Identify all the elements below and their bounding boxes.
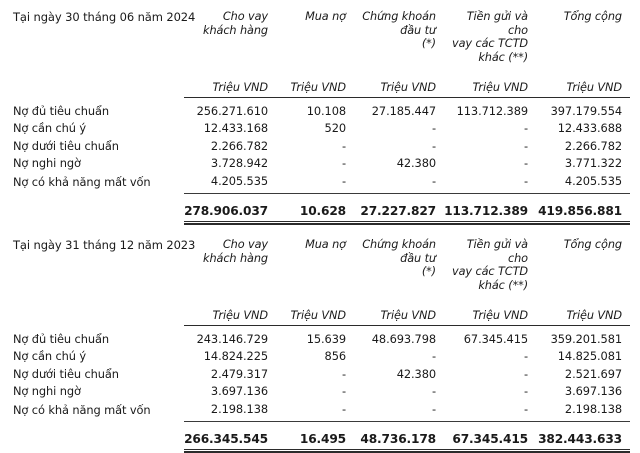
column-header-text: Cho vay khách hàng <box>203 238 268 265</box>
currency-unit-header-1 <box>184 304 276 326</box>
table-cell-value: - <box>341 384 346 399</box>
table-cell-value: 3.697.136 <box>210 384 268 399</box>
currency-unit-header-1 <box>184 76 276 98</box>
table-cell-value: 359.201.581 <box>550 332 622 347</box>
table-total-row <box>12 422 630 450</box>
table-cell-value: 48.693.798 <box>371 332 436 347</box>
table-cell-value: 2.266.782 <box>564 138 622 153</box>
table-row <box>12 366 630 383</box>
unit-row-spacer <box>12 304 184 326</box>
currency-unit-text: Triệu VND <box>444 81 536 98</box>
table-cell-value: 4.205.535 <box>536 173 630 194</box>
table-cell-value: 3.771.322 <box>564 156 622 171</box>
total-cell-value: 10.628 <box>276 194 354 222</box>
table-row <box>12 98 630 120</box>
table-cell-value: 2.479.317 <box>210 366 268 381</box>
column-header-3 <box>354 8 444 76</box>
currency-unit-header-3 <box>354 304 444 326</box>
table-body <box>12 326 630 450</box>
table-cell-value: 397.179.554 <box>550 104 622 118</box>
total-cell-value: 27.227.827 <box>354 194 444 222</box>
column-header-2 <box>276 8 354 76</box>
row-label: Nợ đủ tiêu chuẩn <box>13 104 109 118</box>
table-cell-value: 3.697.136 <box>564 384 622 399</box>
row-label: Nợ có khả năng mất vốn <box>13 175 151 190</box>
column-header-4 <box>444 236 536 304</box>
table-row <box>12 383 630 400</box>
table-row <box>12 138 630 155</box>
table-cell-value: - <box>523 121 528 136</box>
table-row <box>12 326 630 348</box>
table-block <box>0 222 640 450</box>
total-cell-value: 278.906.037 <box>184 194 276 222</box>
column-header-text: Tổng cộng <box>563 238 622 252</box>
row-label: Nợ dưới tiêu chuẩn <box>13 138 119 153</box>
table-cell-value: 42.380 <box>396 366 436 381</box>
table-cell-value: 12.433.688 <box>557 121 622 136</box>
column-header-text: Chứng khoán đầu tư (*) <box>362 238 436 279</box>
column-header-1 <box>184 236 276 304</box>
total-cell-value: 266.345.545 <box>184 422 276 450</box>
table-cell-value: 4.205.535 <box>184 173 276 194</box>
table-cell-value: 14.825.081 <box>557 349 622 364</box>
total-cell-value: 419.856.881 <box>536 194 630 222</box>
table-row <box>12 173 630 194</box>
row-label: Nợ có khả năng mất vốn <box>13 403 151 418</box>
row-label: Nợ nghi ngờ <box>13 156 81 171</box>
table-cell-value: 15.639 <box>306 332 346 347</box>
table-cell-value: - <box>276 173 354 194</box>
column-header-text: Tiền gửi và cho vay các TCTD khác (**) <box>451 10 528 64</box>
table-row <box>12 120 630 137</box>
table-cell-value: 42.380 <box>396 156 436 171</box>
currency-unit-text: Triệu VND <box>444 309 536 326</box>
column-header-3 <box>354 236 444 304</box>
table-cell-value: 27.185.447 <box>371 104 436 118</box>
table-date-label: Tại ngày 31 tháng 12 năm 2023 <box>13 238 196 253</box>
table-cell-value: 520 <box>324 121 346 136</box>
table-total-row <box>12 194 630 222</box>
column-header-text: Mua nợ <box>305 10 346 23</box>
loan-classification-table <box>12 8 630 222</box>
currency-unit-text: Triệu VND <box>276 81 354 98</box>
currency-unit-header-4 <box>444 76 536 98</box>
currency-unit-text: Triệu VND <box>354 309 444 326</box>
currency-unit-header-5 <box>536 304 630 326</box>
table-cell-value: 67.345.415 <box>463 332 528 347</box>
currency-unit-header-2 <box>276 304 354 326</box>
table-cell-value: - <box>341 156 346 171</box>
currency-unit-header-2 <box>276 76 354 98</box>
total-cell-value: 382.443.633 <box>536 422 630 450</box>
loan-classification-table <box>12 236 630 450</box>
column-header-text: Tiền gửi và cho vay các TCTD khác (**) <box>451 238 528 292</box>
table-cell-value: 243.146.729 <box>196 332 268 347</box>
table-cell-value: 2.266.782 <box>210 138 268 153</box>
column-header-2 <box>276 236 354 304</box>
column-header-text: Mua nợ <box>305 238 346 252</box>
unit-row-spacer <box>12 76 184 98</box>
row-label: Nợ dưới tiêu chuẩn <box>13 366 119 381</box>
table-cell-value: 2.521.697 <box>564 366 622 381</box>
total-cell-value: 113.712.389 <box>444 194 536 222</box>
total-row-label <box>12 194 184 222</box>
table-cell-value: - <box>523 384 528 399</box>
column-header-1 <box>184 8 276 76</box>
currency-unit-header-5 <box>536 76 630 98</box>
currency-unit-header-4 <box>444 304 536 326</box>
table-cell-value: - <box>431 121 436 136</box>
column-header-5 <box>536 236 630 304</box>
table-cell-value: - <box>523 366 528 381</box>
column-header-text: Tổng cộng <box>563 10 622 23</box>
table-cell-value: - <box>523 138 528 153</box>
table-cell-value: 10.108 <box>306 104 346 118</box>
table-date-label: Tại ngày 30 tháng 06 năm 2024 <box>13 10 196 24</box>
table-cell-value: - <box>523 349 528 364</box>
column-header-5 <box>536 8 630 76</box>
table-cell-value: - <box>341 366 346 381</box>
currency-unit-text: Triệu VND <box>184 309 276 326</box>
table-row <box>12 155 630 172</box>
table-row <box>12 348 630 365</box>
table-cell-value: 113.712.389 <box>456 104 528 118</box>
column-header-text: Cho vay khách hàng <box>203 10 268 37</box>
table-cell-value: - <box>523 156 528 171</box>
table-cell-value: - <box>341 138 346 153</box>
row-label: Nợ nghi ngờ <box>13 384 81 399</box>
table-row <box>12 401 630 422</box>
total-cell-value: 67.345.415 <box>444 422 536 450</box>
table-cell-value: - <box>354 401 444 422</box>
currency-unit-header-3 <box>354 76 444 98</box>
table-cell-value: 14.824.225 <box>203 349 268 364</box>
table-cell-value: 2.198.138 <box>184 401 276 422</box>
table-cell-value: - <box>444 173 536 194</box>
table-cell-value: - <box>444 401 536 422</box>
table-cell-value: - <box>276 401 354 422</box>
table-cell-value: 3.728.942 <box>210 156 268 171</box>
table-cell-value: - <box>431 349 436 364</box>
table-cell-value: 2.198.138 <box>536 401 630 422</box>
table-cell-value: - <box>431 384 436 399</box>
column-header-4 <box>444 8 536 76</box>
table-block <box>0 0 640 222</box>
table-cell-value: 256.271.610 <box>196 104 268 118</box>
total-row-label <box>12 422 184 450</box>
column-header-text: Chứng khoán đầu tư (*) <box>362 10 436 51</box>
currency-unit-text: Triệu VND <box>354 81 444 98</box>
currency-unit-text: Triệu VND <box>536 309 630 326</box>
table-body <box>12 98 630 222</box>
currency-unit-text: Triệu VND <box>536 81 630 98</box>
row-label: Nợ cần chú ý <box>13 121 87 136</box>
total-cell-value: 48.736.178 <box>354 422 444 450</box>
table-cell-value: - <box>354 173 444 194</box>
currency-unit-text: Triệu VND <box>184 81 276 98</box>
currency-unit-text: Triệu VND <box>276 309 354 326</box>
row-label: Nợ đủ tiêu chuẩn <box>13 332 109 347</box>
total-cell-value: 16.495 <box>276 422 354 450</box>
table-cell-value: 856 <box>324 349 346 364</box>
row-label: Nợ cần chú ý <box>13 349 87 364</box>
table-cell-value: - <box>431 138 436 153</box>
table-cell-value: 12.433.168 <box>203 121 268 136</box>
